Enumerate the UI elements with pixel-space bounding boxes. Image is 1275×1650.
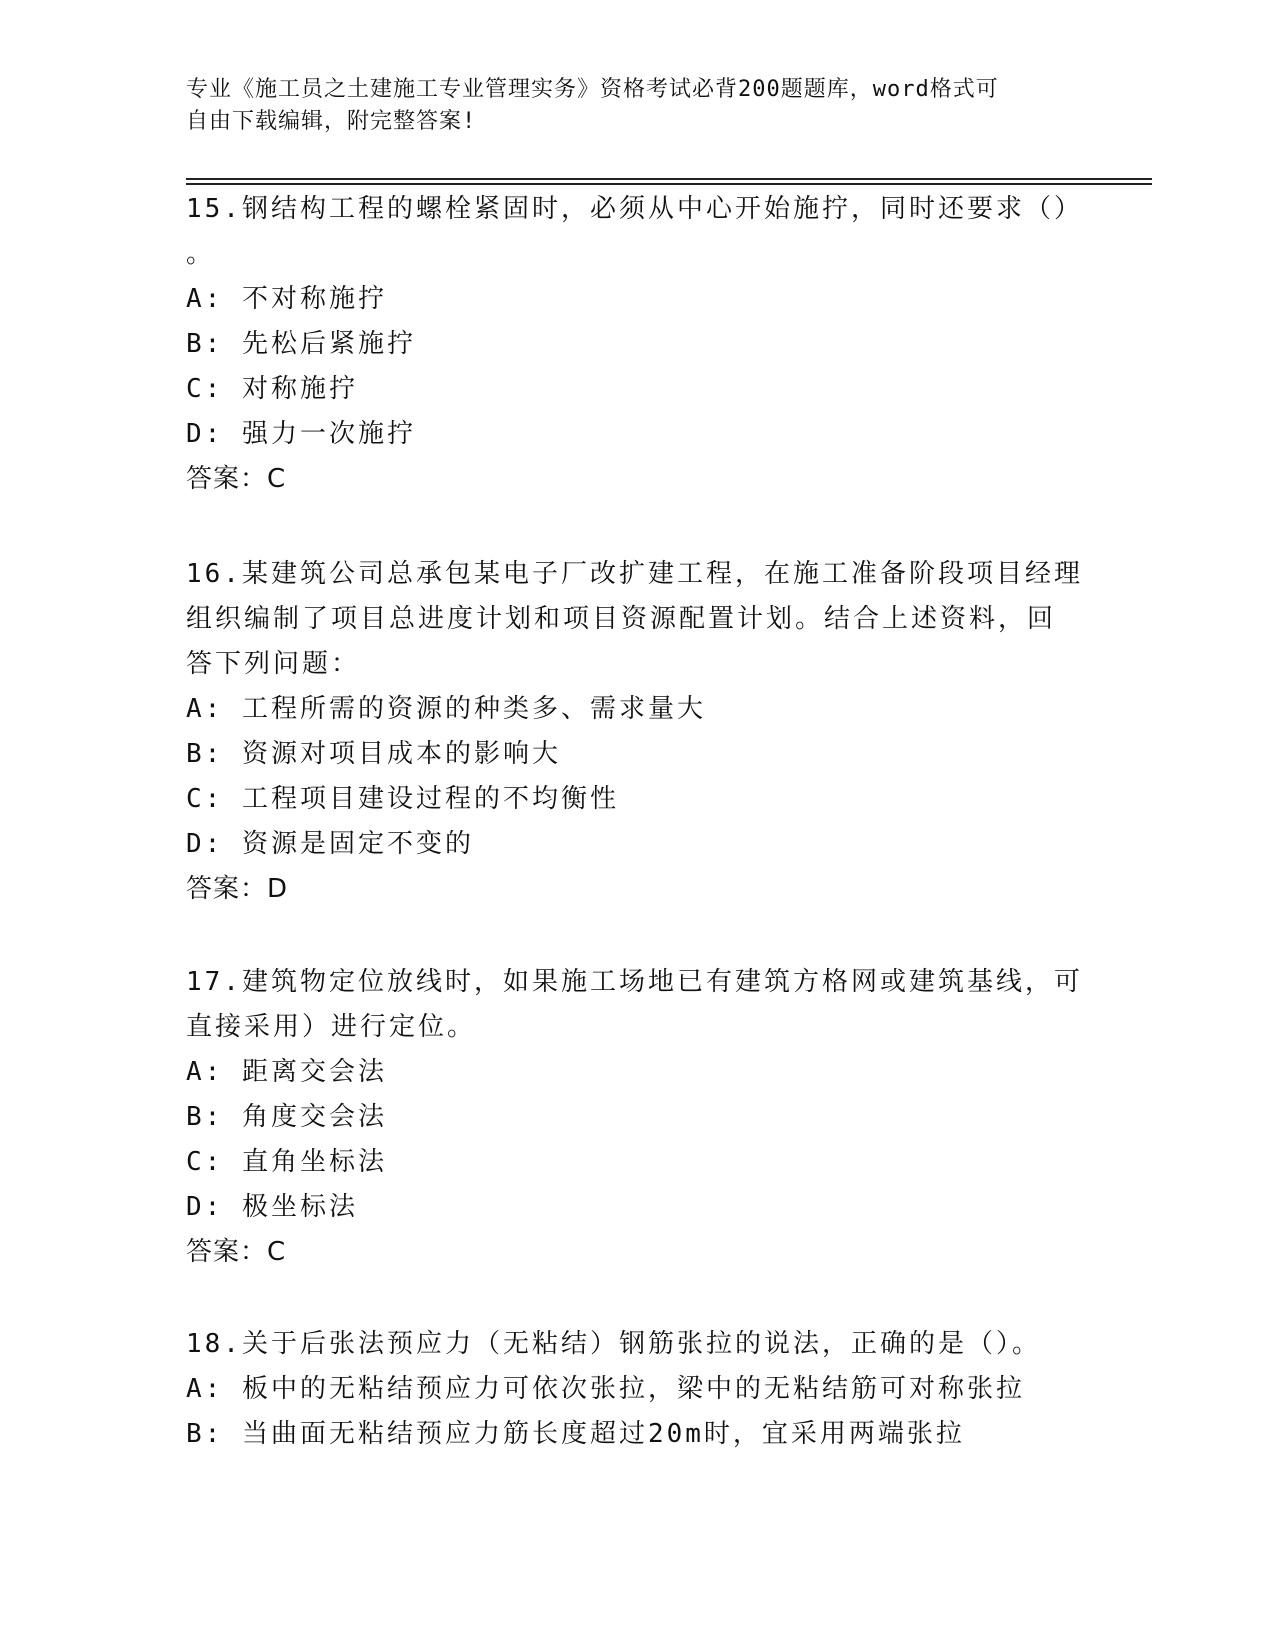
question-17: [186, 960, 1086, 1275]
option-c: C: 对称施拧: [186, 374, 358, 404]
option-b: B: 资源对项目成本的影响大: [186, 739, 561, 769]
question-stem-line: 直接采用）进行定位。: [186, 1012, 477, 1042]
option-b: B: 先松后紧施拧: [186, 329, 416, 359]
option-b: B: 当曲面无粘结预应力筋长度超过20m时，宜采用两端张拉: [186, 1419, 965, 1449]
answer: 答案：C: [186, 464, 287, 494]
question-stem-line: 18.关于后张法预应力（无粘结）钢筋张拉的说法，正确的是（）。: [186, 1329, 1041, 1359]
question-stem-line: 15.钢结构工程的螺栓紧固时，必须从中心开始施拧，同时还要求（）: [186, 194, 1083, 224]
option-d: D: 极坐标法: [186, 1192, 358, 1222]
header-line-2: 自由下载编辑，附完整答案!: [186, 109, 477, 134]
question-stem-line: 。: [186, 239, 216, 269]
option-a: A: 不对称施拧: [186, 284, 387, 314]
question-stem-line: 组织编制了项目总进度计划和项目资源配置计划。结合上述资料，回: [186, 604, 1057, 634]
option-b: B: 角度交会法: [186, 1102, 387, 1132]
header-divider-top: [186, 178, 1152, 180]
option-c: C: 直角坐标法: [186, 1147, 387, 1177]
question-stem-line: 16.某建筑公司总承包某电子厂改扩建工程，在施工准备阶段项目经理: [186, 559, 1083, 589]
answer: 答案：D: [186, 874, 289, 904]
document-header: [186, 74, 1066, 138]
option-c: C: 工程项目建设过程的不均衡性: [186, 784, 619, 814]
question-15: [186, 187, 1086, 502]
header-divider-bottom: [186, 183, 1152, 185]
header-line-1: 专业《施工员之土建施工专业管理实务》资格考试必背200题题库，word格式可: [186, 77, 999, 102]
option-a: A: 板中的无粘结预应力可依次张拉，梁中的无粘结筋可对称张拉: [186, 1374, 1025, 1404]
question-stem-line: 17.建筑物定位放线时，如果施工场地已有建筑方格网或建筑基线，可: [186, 967, 1083, 997]
option-d: D: 资源是固定不变的: [186, 829, 474, 859]
question-16: [186, 552, 1086, 912]
option-d: D: 强力一次施拧: [186, 419, 416, 449]
answer: 答案：C: [186, 1237, 287, 1267]
question-stem-line: 答下列问题：: [186, 649, 361, 679]
option-a: A: 距离交会法: [186, 1057, 387, 1087]
option-a: A: 工程所需的资源的种类多、需求量大: [186, 694, 706, 724]
question-18: [186, 1322, 1086, 1457]
